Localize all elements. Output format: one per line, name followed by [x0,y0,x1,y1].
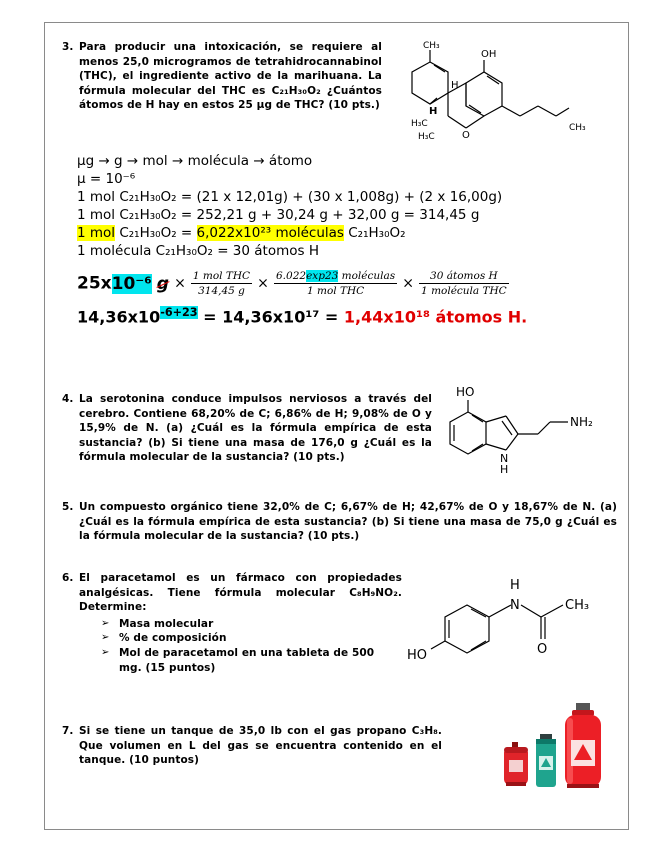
q3-formula-b: C₂₁H₃₀O₂ [348,225,406,241]
q3-result-b: = 14,36x10¹⁷ = [197,307,344,327]
q3-times-3: × [402,275,414,292]
q3-final-answer: 1,44x10¹⁸ átomos H. [343,307,528,327]
thc-o: O [462,130,470,141]
paracetamol-ch3: CH₃ [565,598,590,613]
serotonin-ho: HO [456,385,475,399]
question-6-number: 6. [62,572,74,584]
thc-ch3-tail: CH₃ [569,123,586,133]
thc-h2: H [429,106,438,117]
q3-result-exp: -6+23 [160,306,198,319]
question-6-item: ➢ Masa molecular [101,617,391,632]
large-red-tank [565,703,601,788]
q3-calc-start: 25x [77,273,112,294]
gas-tanks-illustration [500,700,612,790]
q3-result-a: 14,36x10 [77,307,161,327]
q3-f2-num-c: moléculas [341,270,396,282]
q3-work-line6: 1 molécula C₂₁H₃₀O₂ = 30 átomos H [77,243,319,259]
question-6-body [79,571,402,675]
small-red-tank [504,742,528,786]
thc-ch3-top: CH₃ [423,41,440,51]
question-3-text: Para producir una intoxicación, se requiere al menos 25,0 microgramos de tetrahidrocannabinol (THC), el ingrediente activo de la marihuana. La fórmula molecular del THC es C₂₁H₃₀O₂ ¿Cuántos átomos de H hay en estos 25 µg de THC? (10 pts.) [79,41,382,112]
q3-work-line3: 1 mol C₂₁H₃₀O₂ = (21 x 12,01g) + (30 x 1,008g) + (2 x 16,00g) [77,189,503,205]
q3-factor-2 [274,270,397,297]
question-5 [62,500,617,550]
q3-result-line [77,306,617,326]
question-4 [62,392,432,482]
q3-factor-3-num: 30 átomos H [419,270,509,284]
paracetamol-o: O [537,642,548,657]
q3-work [77,152,597,260]
question-7-number: 7. [62,725,74,737]
q3-work-line1: µg → g → mol → molécula → átomo [77,153,313,169]
paracetamol-ho: HO [407,648,428,663]
q3-highlight-1mol: 1 mol [77,225,116,241]
question-4-number: 4. [62,393,74,405]
question-6 [62,571,402,701]
question-6-item: ➢ Mol de paracetamol en una tableta de 500 mg. (15 puntos) [101,646,391,675]
question-7 [62,724,442,774]
thc-h3c-a: H₃C [411,119,428,129]
paracetamol-h: H [510,578,520,593]
q3-f2-num-a: 6.022 [276,270,307,282]
q3-work-line4: 1 mol C₂₁H₃₀O₂ = 252,21 g + 30,24 g + 32,00 g = 314,45 g [77,207,480,223]
question-4-text: La serotonina conduce impulsos nerviosos a través del cerebro. Contiene 68,20% de C; 6,86% de H; 9,08% de O y 15,9% de N. (a) ¿Cuál es la fórmula empírica de esta sustancia? (b) Si tiene una masa de 176,0 g ¿Cuál es la fórmula molecular de la sustancia? (10 pts.) [79,393,432,464]
question-6-list [101,617,391,675]
serotonin-n: N [500,452,509,465]
q3-factor-1 [191,270,252,297]
q3-work-line5 [77,224,597,242]
question-5-text: Un compuesto orgánico tiene 32,0% de C; 6,67% de H; 42,67% de O y 18,67% de N. (a) ¿Cuál es la fórmula empírica de esta sustancia? (b) Si tiene una masa de 75,0 g ¿Cuál es la fórmula molecular de la sustancia? (10 pts.) [79,501,617,543]
thc-h3c-b: H₃C [418,132,435,142]
q3-times-2: × [257,275,269,292]
thc-structure [385,38,600,150]
thc-h1: H [451,80,459,91]
q3-factor-1-den: 314,45 g [198,285,245,297]
question-6-text: El paracetamol es un fármaco con propiedades analgésicas. Tiene fórmula molecular C₈H₉NO₂. Determine: [79,572,402,614]
question-7-text: Si se tiene un tanque de 35,0 lb con el gas propano C₃H₈. Que volumen en L del gas se encuentra contenido en el tanque. (10 puntos) [79,725,442,767]
serotonin-h: H [500,463,509,476]
serotonin-structure [436,382,611,477]
q3-factor-2-den: 1 mol THC [306,285,365,297]
paracetamol-n: N [510,598,520,613]
q3-factor-2-num [274,270,397,284]
q3-work-line2: µ = 10⁻⁶ [77,171,136,187]
question-3 [62,40,382,150]
serotonin-nh2: NH₂ [570,415,593,429]
q3-factor-1-num: 1 mol THC [192,270,251,282]
q3-calc-exp: 10⁻⁶ [111,273,152,294]
question-6-item: ➢ % de composición [101,631,391,646]
q3-conversion-line [77,270,617,306]
q3-factor-3 [419,270,509,297]
paracetamol-structure [405,575,615,675]
q3-factor-3-den: 1 molécula THC [421,285,507,297]
thc-oh: OH [481,49,497,60]
q3-highlight-avogadro: 6,022x10²³ moléculas [196,225,344,241]
q3-times-1: × [174,275,186,292]
q3-formula-a: C₂₁H₃₀O₂ = [119,225,193,241]
teal-tank [536,734,556,787]
q3-calc-g-cancel: g [156,273,169,294]
question-5-number: 5. [62,501,74,513]
question-3-number: 3. [62,41,74,53]
q3-f2-num-b: exp23 [306,270,339,282]
